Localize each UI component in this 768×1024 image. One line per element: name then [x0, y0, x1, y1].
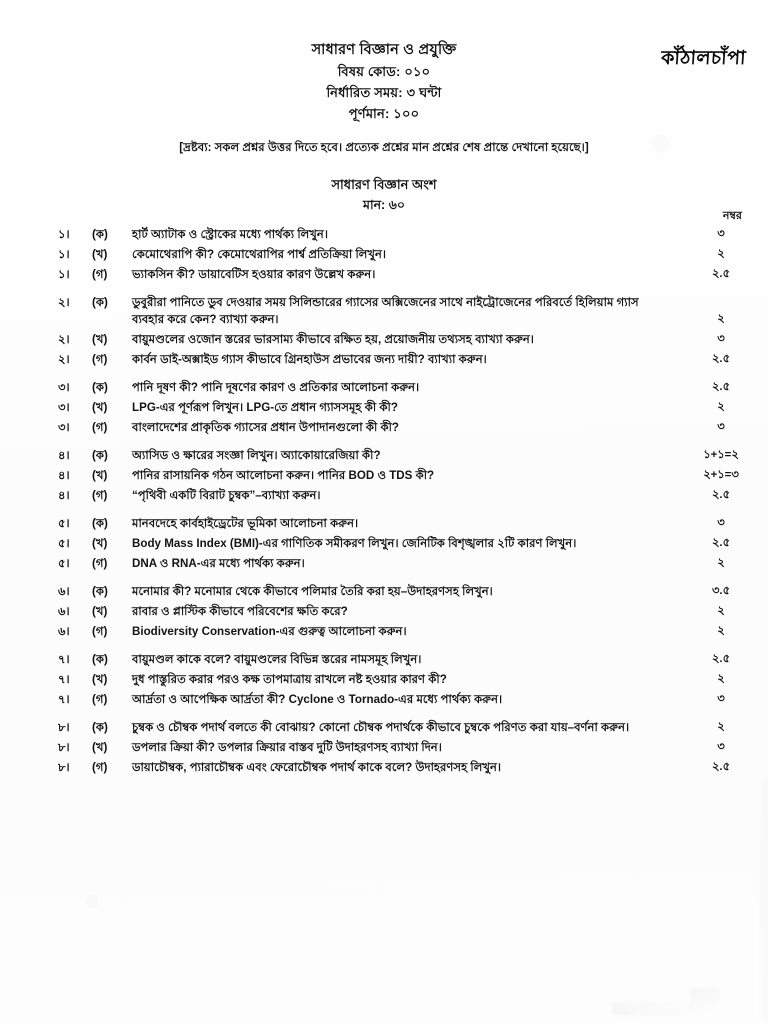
- question-row: [0, 467, 768, 484]
- question-row: [0, 379, 768, 396]
- page-header: [0, 40, 768, 124]
- question-number: ১।: [58, 248, 70, 261]
- question-text: LPG-এর পূর্ণরূপ লিখুন। LPG-তে প্রধান গ্যাসসমূহ কী কী?: [132, 401, 398, 414]
- question-part-label: (খ): [92, 741, 108, 754]
- question-marks: ৩: [717, 333, 725, 345]
- question-number: ২।: [58, 353, 70, 366]
- question-text: অ্যাসিড ও ক্ষারের সংজ্ঞা লিখুন। অ্যাকোয়ারেজিয়া কী?: [132, 449, 381, 462]
- question-part-label: (ক): [92, 585, 108, 598]
- question-part-label: (গ): [92, 557, 108, 570]
- question-marks: ২: [717, 313, 725, 325]
- question-text: DNA ও RNA-এর মধ্যে পার্থক্য করুন।: [132, 557, 305, 570]
- question-marks: ৩: [717, 421, 725, 433]
- question-number: ১।: [58, 268, 70, 281]
- question-part-label: (ক): [92, 653, 108, 666]
- question-marks: ৩: [717, 741, 725, 753]
- question-part-label: (গ): [92, 693, 108, 706]
- question-number: ৩।: [58, 381, 70, 394]
- question-text: ডায়াচৌম্বক, প্যারাচৌম্বক এবং ফেরোচৌম্বক পদার্থ কাকে বলে? উদাহরণসহ লিখুন।: [132, 761, 502, 774]
- question-marks: ৩: [717, 693, 725, 705]
- question-number: ৬।: [58, 625, 70, 638]
- question-marks: ৩: [717, 228, 725, 240]
- section-title: সাধারণ বিজ্ঞান অংশ: [331, 177, 437, 192]
- question-number: ৮।: [58, 721, 70, 734]
- question-marks: ২.৫: [712, 353, 730, 365]
- question-text: দুধ পাস্তুরিত করার পরও কক্ষ তাপমাত্রায় রাখলে নষ্ট হওয়ার কারণ কী?: [132, 673, 447, 686]
- question-marks: ২.৫: [712, 653, 730, 665]
- question-marks: ২+১=৩: [703, 469, 739, 481]
- question-part-label: (গ): [92, 421, 108, 434]
- question-text: বায়ুমণ্ডলের ওজোন স্তরের ভারসাম্য কীভাবে রক্ষিত হয়, প্রয়োজনীয় তথ্যসহ ব্যাখ্যা করুন।: [132, 333, 534, 346]
- question-text: Body Mass Index (BMI)-এর গাণিতিক সমীকরণ লিখুন। জেনিটিক বিশৃঙ্খলার ২টি কারণ লিখুন।: [132, 537, 577, 550]
- question-number: ৪।: [58, 449, 70, 462]
- question-number: ৪।: [58, 469, 70, 482]
- question-number: ৭।: [58, 653, 70, 666]
- question-marks: ২: [717, 721, 725, 733]
- question-marks: ৩.৫: [712, 585, 730, 597]
- question-row: [0, 623, 768, 640]
- marks-column-header: নম্বর: [722, 210, 742, 222]
- question-group: [0, 294, 768, 368]
- question-number: ৭।: [58, 693, 70, 706]
- question-part-label: (ক): [92, 381, 108, 394]
- question-part-label: (খ): [92, 401, 108, 414]
- question-marks: ২: [717, 401, 725, 413]
- question-number: ৭।: [58, 673, 70, 686]
- subject-code: বিষয় কোড: ০১০: [337, 64, 431, 79]
- question-text: রাবার ও প্লাস্টিক কীভাবে পরিবেশের ক্ষতি করে?: [132, 605, 348, 618]
- instruction-note: [দ্রষ্টব্য: সকল প্রশ্নর উত্তর দিতে হবে। প্রত্যেক প্রশ্নের মান প্রশ্নের শেষ প্রান্তে দেখানো হয়েছে।]: [179, 141, 589, 154]
- question-part-label: (গ): [92, 489, 108, 502]
- question-part-label: (গ): [92, 268, 108, 281]
- question-number: ৮।: [58, 741, 70, 754]
- question-text: পানির রাসায়নিক গঠন আলোচনা করুন। পানির BOD ও TDS কী?: [132, 469, 435, 482]
- page-title: সাধারণ বিজ্ঞান ও প্রযুক্তি: [311, 42, 457, 58]
- question-number: ৪।: [58, 489, 70, 502]
- question-number: ৬।: [58, 585, 70, 598]
- question-part-label: (ক): [92, 228, 108, 241]
- question-marks: ২: [717, 248, 725, 260]
- question-part-label: (খ): [92, 248, 108, 261]
- question-text: ডুবুরীরা পানিতে ডুব দেওয়ার সময় সিলিন্ডারের গ্যাসের অক্সিজেনের সাথে নাইট্রোজেনের পরিবর্তে হিলিয়াম গ্যাস ব্যবহার করে কেন? ব্যাখ্যা করুন।: [132, 296, 639, 326]
- question-number: ৬।: [58, 605, 70, 618]
- question-row: [0, 535, 768, 552]
- question-text: “পৃথিবী একটি বিরাট চুম্বক”–ব্যাখ্যা করুন।: [132, 489, 321, 502]
- question-group: [0, 379, 768, 436]
- question-text: Biodiversity Conservation-এর গুরুত্ব আলোচনা করুন।: [132, 625, 407, 638]
- question-text: হার্ট অ্যাটাক ও স্ট্রোকের মধ্যে পার্থক্য লিখুন।: [132, 228, 328, 241]
- question-row: [0, 739, 768, 756]
- question-number: ২।: [58, 296, 70, 309]
- question-group: [0, 515, 768, 572]
- question-marks: ২.৫: [712, 489, 730, 501]
- question-group: [0, 719, 768, 776]
- question-text: চুম্বক ও চৌম্বক পদার্থ বলতে কী বোঝায়? কোনো চৌম্বক পদার্থকে কীভাবে চুম্বকে পরিণত করা যায়–বর্ণনা করুন।: [132, 721, 630, 734]
- question-group: [0, 226, 768, 283]
- question-marks: ২: [717, 625, 725, 637]
- question-row: [0, 351, 768, 368]
- question-row: [0, 487, 768, 504]
- question-row: [0, 447, 768, 464]
- question-text: মনোমার কী? মনোমার থেকে কীভাবে পলিমার তৈরি করা হয়–উদাহরণসহ লিখুন।: [132, 585, 493, 598]
- question-row: [0, 266, 768, 283]
- question-row: [0, 671, 768, 688]
- question-number: ৩।: [58, 401, 70, 414]
- full-marks: পূর্ণমান: ১০০: [348, 106, 420, 121]
- question-number: ৩।: [58, 421, 70, 434]
- question-row: [0, 419, 768, 436]
- question-part-label: (গ): [92, 625, 108, 638]
- question-group: [0, 651, 768, 708]
- question-row: [0, 719, 768, 736]
- scan-artifact: [758, 780, 768, 1020]
- section-marks: মান: ৬০: [363, 198, 405, 212]
- question-part-label: (গ): [92, 353, 108, 366]
- question-part-label: (ক): [92, 517, 108, 530]
- question-row: [0, 226, 768, 243]
- question-row: [0, 555, 768, 572]
- question-part-label: (খ): [92, 333, 108, 346]
- question-marks: ২.৫: [712, 761, 730, 773]
- question-part-label: (ক): [92, 449, 108, 462]
- question-part-label: (খ): [92, 605, 108, 618]
- question-row: [0, 246, 768, 263]
- section-heading: [0, 175, 768, 215]
- question-part-label: (খ): [92, 537, 108, 550]
- question-part-label: (খ): [92, 673, 108, 686]
- question-text: বায়ুমণ্ডল কাকে বলে? বায়ুমণ্ডলের বিভিন্ন স্তরের নামসমূহ লিখুন।: [132, 653, 422, 666]
- question-group: [0, 583, 768, 640]
- question-marks: ১+১=২: [703, 449, 739, 461]
- question-row: [0, 294, 768, 328]
- publisher-watermark: কাঁঠালচাঁপা: [660, 48, 747, 69]
- question-number: ৫।: [58, 537, 70, 550]
- question-part-label: (ক): [92, 721, 108, 734]
- question-text: ডপলার ক্রিয়া কী? ডপলার ক্রিয়ার বাস্তব দুটি উদাহরণসহ ব্যাখ্যা দিন।: [132, 741, 442, 754]
- question-text: কেমোথেরাপি কী? কেমোথেরাপির পার্শ্ব প্রতিক্রিয়া লিখুন।: [132, 248, 387, 261]
- question-marks: ২.৫: [712, 268, 730, 280]
- question-text: ভ্যাকসিন কী? ডায়াবেটিস হওয়ার কারণ উল্লেখ করুন।: [132, 268, 376, 281]
- question-text: আর্দ্রতা ও আপেক্ষিক আর্দ্রতা কী? Cyclone ও Tornado-এর মধ্যে পার্থক্য করুন।: [132, 693, 503, 706]
- question-number: ৫।: [58, 557, 70, 570]
- question-row: [0, 515, 768, 532]
- question-row: [0, 583, 768, 600]
- question-part-label: (ক): [92, 296, 108, 309]
- allotted-time: নির্ধারিত সময়: ৩ ঘন্টা: [326, 85, 442, 100]
- question-row: [0, 651, 768, 668]
- question-row: [0, 691, 768, 708]
- question-group: [0, 447, 768, 504]
- question-number: ৮।: [58, 761, 70, 774]
- question-number: ৫।: [58, 517, 70, 530]
- question-number: ১।: [58, 228, 70, 241]
- question-row: [0, 603, 768, 620]
- question-text: পানি দূষণ কী? পানি দূষণের কারণ ও প্রতিকার আলোচনা করুন।: [132, 381, 420, 394]
- question-marks: ২: [717, 605, 725, 617]
- question-text: কার্বন ডাই-অক্সাইড গ্যাস কীভাবে গ্রিনহাউস প্রভাবের জন্য দায়ী? ব্যাখ্যা করুন।: [132, 353, 487, 366]
- question-row: [0, 399, 768, 416]
- scan-artifact: [690, 988, 720, 1010]
- question-number: ২।: [58, 333, 70, 346]
- question-text: বাংলাদেশের প্রাকৃতিক গ্যাসের প্রধান উপাদানগুলো কী কী?: [132, 421, 399, 434]
- question-marks: ২: [717, 673, 725, 685]
- question-row: [0, 331, 768, 348]
- question-part-label: (খ): [92, 469, 108, 482]
- question-marks: ২: [717, 557, 725, 569]
- question-text: মানবদেহে কার্বহাইড্রেটের ভূমিকা আলোচনা করুন।: [132, 517, 359, 530]
- question-marks: ৩: [717, 517, 725, 529]
- questions-list: [0, 226, 768, 786]
- question-marks: ২.৫: [712, 537, 730, 549]
- question-marks: ২.৫: [712, 381, 730, 393]
- question-part-label: (গ): [92, 761, 108, 774]
- question-row: [0, 759, 768, 776]
